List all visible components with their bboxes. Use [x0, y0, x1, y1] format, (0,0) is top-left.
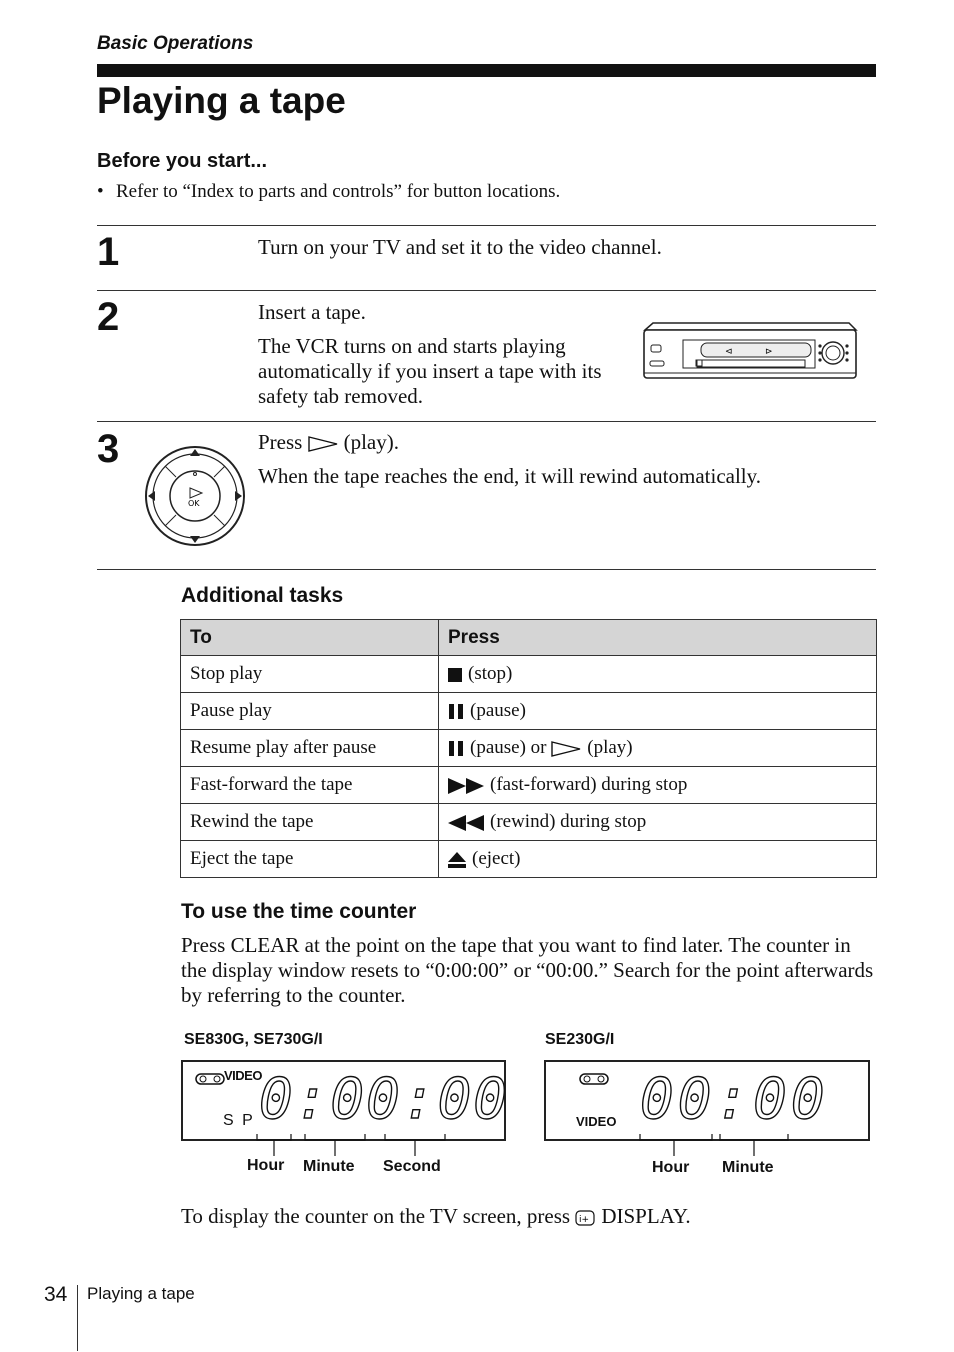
table-row [181, 693, 877, 730]
display-2-model-label: SE230G/I [545, 1031, 615, 1048]
task-press-text: (play) [587, 737, 633, 758]
bullet-dot: • [97, 181, 104, 202]
time-counter-heading: To use the time counter [181, 900, 417, 923]
display-2-brackets [544, 1134, 874, 1163]
press-word: Press [258, 430, 303, 454]
svg-text:⊳: ⊳ [765, 347, 773, 357]
task-to-cell: Eject the tape [181, 841, 439, 878]
task-press-text: (pause) or [470, 737, 547, 758]
task-press-text: (rewind) during stop [490, 811, 647, 832]
column-header-press: Press [439, 620, 877, 656]
second-label: Second [383, 1158, 441, 1175]
page-title: Playing a tape [97, 80, 346, 121]
table-row [181, 656, 877, 693]
step-2-text-description: The VCR turns on and starts playing automatically if you insert a tape with its safety tab removed. [258, 334, 602, 408]
task-press-cell [439, 656, 877, 693]
step-3-press-line [258, 430, 399, 455]
before-you-start-heading: Before you start... [97, 150, 268, 172]
rewind-icon [448, 815, 484, 831]
display-1-mode-indicator: S P [223, 1112, 255, 1129]
display-1-model-label: SE830G, SE730G/I [184, 1031, 323, 1048]
additional-tasks-table [180, 619, 877, 878]
stop-icon [448, 668, 462, 682]
task-press-text: (pause) [470, 700, 526, 721]
step-2-text-insert: Insert a tape. [258, 300, 366, 324]
step-divider [97, 225, 876, 226]
step-divider [97, 569, 876, 570]
display-2-counter-digits: 00:00 [640, 1067, 829, 1132]
display-1-counter-digits: 0:00:00 [259, 1067, 510, 1132]
running-title: Playing a tape [87, 1284, 195, 1303]
task-to-cell: Pause play [181, 693, 439, 730]
task-to-cell: Resume play after pause [181, 730, 439, 767]
footer-divider [77, 1285, 78, 1351]
table-row [181, 730, 877, 767]
page-number: 34 [44, 1283, 68, 1306]
time-counter-paragraph: Press CLEAR at the point on the tape that you want to find later. The counter in the display window resets to “0:00:00” or “00:00.” Search for the point afterwards by referring to the counter. [181, 933, 874, 1007]
task-to-cell: Rewind the tape [181, 804, 439, 841]
eject-icon [448, 852, 466, 868]
svg-text:i+: i+ [579, 1215, 590, 1226]
pause-icon [448, 741, 464, 756]
section-label: Basic Operations [97, 33, 254, 54]
minute-label: Minute [303, 1158, 355, 1175]
additional-tasks-heading: Additional tasks [181, 584, 344, 607]
task-to-cell: Stop play [181, 656, 439, 693]
display-note-suffix: DISPLAY. [601, 1204, 691, 1228]
bullet-text: Refer to “Index to parts and controls” for button locations. [116, 181, 561, 202]
fast-forward-icon [448, 778, 484, 794]
table-header-row [181, 620, 877, 656]
task-press-text: (stop) [468, 663, 513, 684]
task-press-cell [439, 767, 877, 804]
display-note [181, 1204, 691, 1229]
task-press-text: (eject) [472, 848, 521, 869]
table-row [181, 841, 877, 878]
step-divider [97, 421, 876, 422]
display-2-panel [544, 1060, 870, 1141]
play-label: (play). [343, 430, 399, 454]
display-2-video-indicator: VIDEO [576, 1114, 617, 1129]
remote-dpad-illustration [143, 444, 247, 553]
vcr-illustration [641, 320, 858, 389]
step-1-number: 1 [97, 230, 120, 274]
cassette-icon [579, 1072, 609, 1090]
task-press-cell [439, 693, 877, 730]
play-icon [551, 741, 581, 757]
display-1-video-indicator: VIDEO [224, 1068, 262, 1083]
step-3-number: 3 [97, 427, 120, 471]
task-press-cell [439, 804, 877, 841]
pause-icon [448, 704, 464, 719]
task-to-cell: Fast-forward the tape [181, 767, 439, 804]
ok-label: OK [188, 499, 200, 508]
svg-text:⊲: ⊲ [725, 347, 733, 357]
column-header-to: To [181, 620, 439, 656]
table-row [181, 804, 877, 841]
step-2-number: 2 [97, 295, 120, 339]
header-rule [97, 64, 876, 77]
hour-label: Hour [247, 1157, 285, 1174]
step-divider [97, 290, 876, 291]
display-1-panel [181, 1060, 510, 1141]
before-you-start-bullet [97, 181, 560, 203]
step-3-text: When the tape reaches the end, it will rewind automatically. [258, 464, 762, 488]
play-icon [308, 436, 338, 452]
task-press-cell [439, 730, 877, 767]
table-row [181, 767, 877, 804]
step-1-text: Turn on your TV and set it to the video channel. [258, 235, 662, 259]
minute-label: Minute [722, 1159, 774, 1176]
display-note-prefix: To display the counter on the TV screen, press [181, 1204, 571, 1228]
display-button-icon [575, 1210, 595, 1226]
hour-label: Hour [652, 1159, 690, 1176]
task-press-text: (fast-forward) during stop [490, 774, 688, 795]
cassette-icon [195, 1072, 225, 1090]
task-press-cell [439, 841, 877, 878]
